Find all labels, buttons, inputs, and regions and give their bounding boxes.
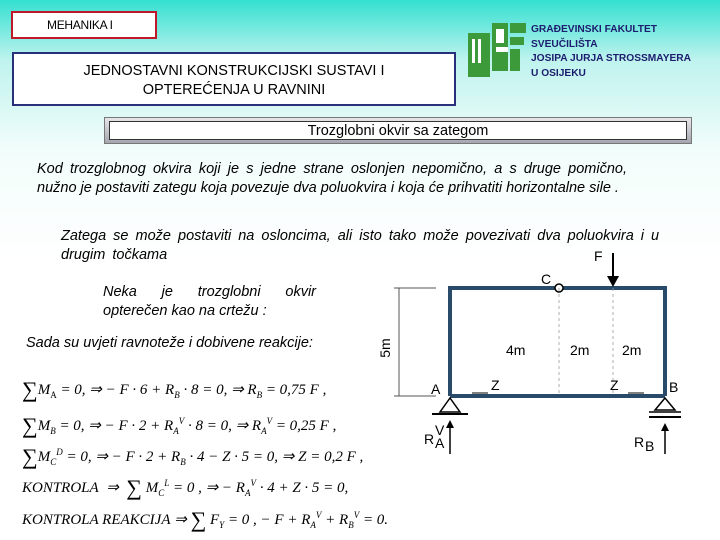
course-label: MEHANIKA I [11,11,157,39]
dim-label-3: 2m [622,342,642,358]
reaction-b-label: R [634,434,645,450]
tie-label-left: Z [491,377,500,393]
height-label: 5m [377,338,393,358]
frame-diagram [376,248,716,458]
reaction-a-sup: V [435,422,445,438]
equation-kontrola: KONTROLA ⇒ ∑ $M_C^L = 0$ , ⇒ − $R_A^V \cdot 4 + Z \cdot 5 = 0$, [22,475,349,500]
reaction-b-arrow-head-icon [661,423,669,431]
equilibrium-paragraph: Sada su uvjeti ravnoteže i dobivene reakcije: [26,335,313,351]
load-label: F [594,248,603,264]
reaction-b-sub: B [645,438,655,454]
reaction-a-sub: A [435,435,445,451]
title-line-2: OPTEREĆENJA U RAVNINI [142,82,326,98]
tie-label-right: Z [610,377,619,393]
equation-moment-b: $\sum M_B = 0$, ⇒ − $F \cdot 2 + R_A^V \cdot 8 = 0$, ⇒ $R_A^V = 0,25$ F , [22,413,337,438]
section-title-bar [104,117,692,144]
hinge-c-label: C [541,271,552,287]
load-paragraph: Neka je trozglobni okvir opterečen kao na crtežu : [103,284,316,319]
dim-label-2: 2m [570,342,590,358]
faculty-name [531,23,716,81]
page-title [12,52,456,106]
faculty-line-2: SVEUČILIŠTA [531,38,598,50]
faculty-line-3: JOSIPA JURJA STROSSMAYERA [531,53,692,64]
support-a-icon [440,398,460,412]
dim-label-1: 4m [506,342,526,358]
equation-moment-c: $\sum M_C^D = 0$, ⇒ − $F \cdot 2 + R_B \cdot 4 - Z \cdot 5 = 0$, ⇒ Z = 0,2 F , [22,444,364,469]
equation-moment-a: $\sum M_A = 0$, ⇒ − $F \cdot 6 + R_B \cdot 8 = 0$, ⇒ $R_B = 0,75$ F , [22,377,327,402]
section-title: Trozglobni okvir sa zategom [109,121,687,140]
faculty-line-4: U OSIJEKU [531,67,586,79]
support-b-label: B [669,379,679,395]
title-line-1: JEDNOSTAVNI KONSTRUKCIJSKI SUSTAVI I [83,63,385,79]
equation-kontrola-reakcija: KONTROLA REAKCIJA ⇒ ∑ $F_Y = 0$ , − $F + R_A^V + R_B^V = 0$. [22,507,389,532]
support-b-icon [655,398,675,410]
tie-paragraph: Zatega se može postaviti na osloncima, ali isto tako može povezivati dva poluokvira i u drugim točkama [61,228,660,263]
support-a-label: A [431,381,441,397]
load-arrow-head-icon [607,276,619,287]
intro-paragraph: Kod trozglobnog okvira koji je s jedne strane oslonjen nepomično, a s druge pomično, nužno je postaviti zategu koja povezuje dva poluokvira i koja će prihvatiti horizontalne sile . [37,161,627,196]
reaction-a-label: R [424,431,435,447]
reaction-a-arrow-head-icon [446,420,454,428]
faculty-line-1: GRAĐEVINSKI FAKULTET [531,24,658,35]
faculty-logo-icon [468,23,526,77]
